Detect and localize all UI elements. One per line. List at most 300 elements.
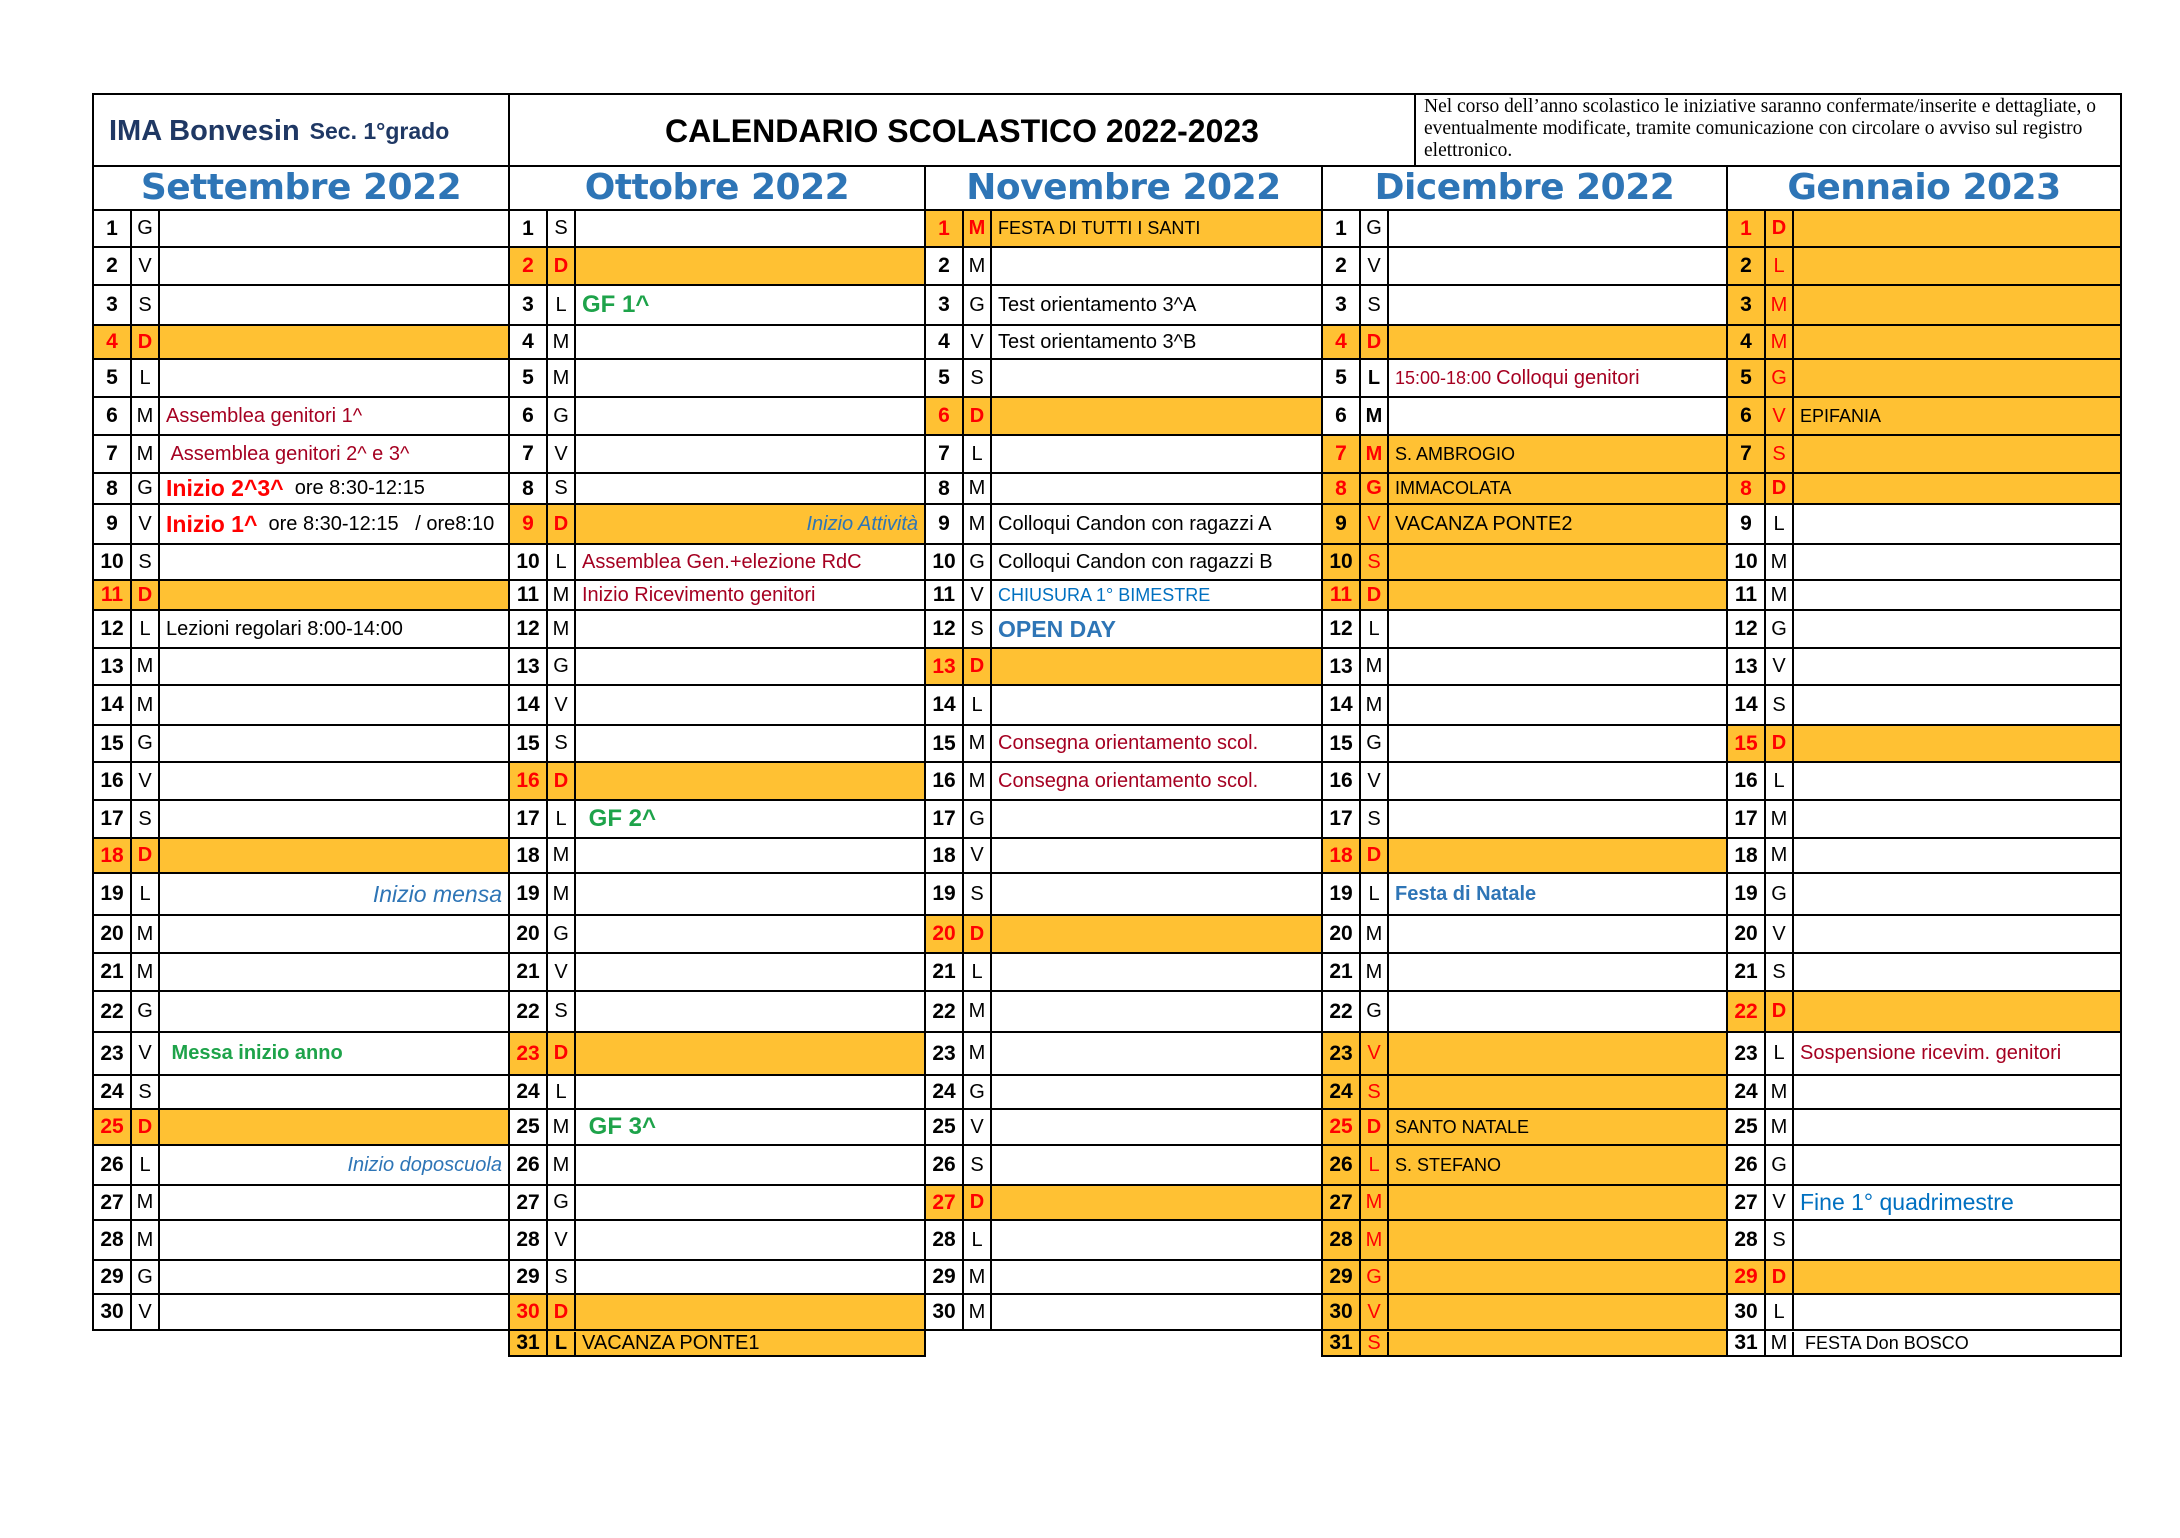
day-number: 15 [926, 726, 964, 761]
day-row [924, 1186, 1323, 1221]
day-weekday: G [1361, 1261, 1389, 1293]
day-number: 8 [510, 474, 548, 503]
day-row [924, 1110, 1323, 1146]
day-row [508, 474, 926, 505]
day-weekday: M [1361, 398, 1389, 434]
day-event [576, 916, 924, 952]
day-event [1389, 1221, 1726, 1259]
day-row [924, 763, 1323, 801]
day-number: 30 [1728, 1295, 1766, 1329]
event-text: Colloqui Candon con ragazzi B [998, 550, 1273, 573]
day-event [160, 581, 508, 609]
day-row [508, 916, 926, 954]
day-number: 14 [94, 686, 132, 724]
day-row [1726, 1331, 2122, 1357]
day-weekday: M [132, 1221, 160, 1259]
day-weekday: S [964, 360, 992, 396]
day-number: 11 [94, 581, 132, 609]
day-number: 31 [510, 1331, 548, 1355]
day-number: 19 [1323, 874, 1361, 914]
day-weekday: M [964, 474, 992, 503]
day-number: 30 [1323, 1295, 1361, 1329]
day-weekday: V [1766, 916, 1794, 952]
day-number: 19 [94, 874, 132, 914]
day-event [992, 954, 1321, 990]
day-event [576, 954, 924, 990]
day-event [160, 839, 508, 872]
day-number: 21 [1728, 954, 1766, 990]
event-text: Inizio Ricevimento genitori [582, 583, 816, 606]
day-weekday: V [548, 686, 576, 724]
day-row [92, 874, 510, 916]
day-weekday: V [1361, 248, 1389, 284]
day-row [508, 954, 926, 992]
day-row [1321, 360, 1728, 398]
day-number: 19 [926, 874, 964, 914]
day-row [92, 763, 510, 801]
day-number: 11 [1728, 581, 1766, 609]
day-number: 22 [1323, 992, 1361, 1031]
day-event [1794, 992, 2120, 1031]
day-weekday: L [1361, 874, 1389, 914]
day-row [924, 1261, 1323, 1295]
day-number: 20 [94, 916, 132, 952]
day-number: 25 [510, 1110, 548, 1144]
day-weekday: M [132, 398, 160, 434]
day-event [1794, 686, 2120, 724]
day-number: 30 [926, 1295, 964, 1329]
day-event [576, 326, 924, 358]
day-weekday: S [132, 1076, 160, 1108]
day-number: 16 [926, 763, 964, 799]
day-row [1726, 1186, 2122, 1221]
day-event [160, 1186, 508, 1219]
day-weekday: D [548, 1033, 576, 1074]
day-weekday: G [1766, 1146, 1794, 1184]
day-row [1321, 611, 1728, 649]
day-row [1726, 360, 2122, 398]
day-event [1794, 874, 2120, 914]
day-event [992, 248, 1321, 284]
event-text: Test orientamento 3^A [998, 293, 1197, 316]
day-number: 17 [1728, 801, 1766, 837]
day-row [1321, 505, 1728, 545]
day-weekday: G [964, 545, 992, 579]
day-row [508, 505, 926, 545]
day-number: 26 [926, 1146, 964, 1184]
day-number: 5 [926, 360, 964, 396]
day-weekday: M [548, 360, 576, 396]
day-event [576, 1332, 924, 1355]
day-number: 9 [1323, 505, 1361, 543]
day-weekday: V [132, 1295, 160, 1329]
day-number: 6 [926, 398, 964, 434]
day-row [924, 874, 1323, 916]
day-number: 21 [1323, 954, 1361, 990]
day-number: 22 [1728, 992, 1766, 1031]
day-number: 25 [1728, 1110, 1766, 1144]
day-event [576, 874, 924, 914]
day-event [160, 1110, 508, 1144]
day-row [1321, 726, 1728, 763]
header-note: Nel corso dell’anno scolastico le iniziative saranno confermate/inserite e dettagliate, o eventualmente modificate, tramite comunicazione con circolare o avviso sul registro elettronico. [1424, 96, 2096, 161]
day-row [1726, 763, 2122, 801]
day-number: 4 [926, 326, 964, 358]
event-text: Colloqui Candon con ragazzi A [998, 512, 1272, 535]
day-event [1389, 686, 1726, 724]
day-weekday: M [1766, 801, 1794, 837]
day-event [1794, 916, 2120, 952]
day-number: 2 [94, 248, 132, 284]
day-event [1794, 286, 2120, 324]
day-row [92, 801, 510, 839]
day-row [1321, 686, 1728, 726]
day-row [1321, 763, 1728, 801]
day-row [1321, 1261, 1728, 1295]
event-text: CHIUSURA 1° BIMESTRE [998, 584, 1211, 605]
day-event [992, 874, 1321, 914]
month-column [1321, 165, 1728, 1357]
day-event [160, 763, 508, 799]
event-text: Messa inizio anno [166, 1042, 343, 1064]
day-number: 9 [1728, 505, 1766, 543]
day-row [92, 581, 510, 611]
day-event [576, 1110, 924, 1144]
day-weekday: S [1361, 286, 1389, 324]
day-event [1389, 360, 1726, 396]
day-event [160, 1295, 508, 1329]
day-event [1389, 398, 1726, 434]
day-row [924, 326, 1323, 360]
day-row [1321, 1295, 1728, 1331]
day-row [92, 1186, 510, 1221]
day-weekday: L [548, 801, 576, 837]
day-number: 12 [1323, 611, 1361, 647]
day-row [1321, 474, 1728, 505]
day-number: 25 [94, 1110, 132, 1144]
event-text: Lezioni regolari 8:00-14:00 [166, 617, 403, 640]
day-weekday: M [132, 649, 160, 684]
day-row [1321, 1033, 1728, 1076]
day-weekday: D [1361, 839, 1389, 872]
day-number: 15 [94, 726, 132, 761]
day-event [1794, 545, 2120, 579]
day-event [1794, 1186, 2120, 1219]
day-weekday: S [1361, 801, 1389, 837]
day-number: 18 [1323, 839, 1361, 872]
day-number: 20 [510, 916, 548, 952]
day-row [1726, 248, 2122, 286]
day-number: 1 [926, 211, 964, 246]
month-column [924, 165, 1323, 1331]
day-number: 30 [510, 1295, 548, 1329]
day-row [924, 545, 1323, 581]
day-number: 2 [1728, 248, 1766, 284]
day-event [992, 581, 1321, 609]
day-event [1794, 1146, 2120, 1184]
day-event [1389, 286, 1726, 324]
day-weekday: M [1361, 649, 1389, 684]
day-event [576, 1186, 924, 1219]
day-weekday: M [132, 954, 160, 990]
day-weekday: M [1766, 1110, 1794, 1144]
day-row [924, 1221, 1323, 1261]
day-event [1794, 398, 2120, 434]
day-event [576, 611, 924, 647]
month-column [92, 165, 510, 1331]
day-event [160, 398, 508, 434]
day-weekday: D [1766, 726, 1794, 761]
day-weekday: D [548, 505, 576, 543]
day-row [924, 581, 1323, 611]
day-weekday: L [1361, 611, 1389, 647]
day-event [1794, 248, 2120, 284]
school-name [94, 95, 510, 167]
day-event [992, 726, 1321, 761]
day-event [1794, 436, 2120, 472]
day-weekday: D [548, 248, 576, 284]
day-event [576, 801, 924, 837]
day-row [1726, 211, 2122, 248]
day-number: 31 [1323, 1331, 1361, 1355]
day-weekday: D [1361, 1110, 1389, 1144]
day-row [92, 1295, 510, 1331]
day-row [508, 726, 926, 763]
day-weekday: S [132, 545, 160, 579]
day-row [92, 326, 510, 360]
day-event [1794, 1261, 2120, 1293]
day-event [160, 916, 508, 952]
day-weekday: L [132, 360, 160, 396]
event-text: IMMACOLATA [1395, 478, 1512, 498]
day-number: 23 [1323, 1033, 1361, 1074]
day-row [508, 1110, 926, 1146]
day-row [92, 1221, 510, 1261]
day-weekday: L [964, 686, 992, 724]
event-text: Colloqui genitori [1496, 366, 1640, 389]
day-number: 28 [926, 1221, 964, 1259]
day-row [508, 581, 926, 611]
day-number: 25 [926, 1110, 964, 1144]
event-text: GF 1^ [582, 291, 650, 318]
day-event [1794, 1110, 2120, 1144]
day-event [992, 474, 1321, 503]
day-weekday: S [964, 874, 992, 914]
day-row [1321, 1146, 1728, 1186]
day-row [508, 436, 926, 474]
day-weekday: G [132, 726, 160, 761]
day-event [992, 1261, 1321, 1293]
day-weekday: G [132, 992, 160, 1031]
day-number: 16 [1323, 763, 1361, 799]
day-number: 11 [510, 581, 548, 609]
day-number: 4 [1728, 326, 1766, 358]
event-text: VACANZA PONTE1 [582, 1331, 760, 1354]
day-weekday: L [1766, 763, 1794, 799]
day-weekday: G [132, 1261, 160, 1293]
day-weekday: V [132, 505, 160, 543]
day-number: 18 [1728, 839, 1766, 872]
day-weekday: S [548, 992, 576, 1031]
day-event [1794, 211, 2120, 246]
day-event [992, 916, 1321, 952]
event-text: SANTO NATALE [1395, 1116, 1530, 1137]
day-weekday: M [548, 874, 576, 914]
day-weekday: S [1361, 545, 1389, 579]
day-event [1389, 1146, 1726, 1184]
day-weekday: G [1361, 992, 1389, 1031]
day-row [508, 992, 926, 1033]
day-number: 16 [1728, 763, 1766, 799]
day-event [160, 992, 508, 1031]
day-weekday: G [548, 649, 576, 684]
day-weekday: V [964, 326, 992, 358]
day-number: 28 [94, 1221, 132, 1259]
day-event [992, 1033, 1321, 1074]
day-number: 3 [1323, 286, 1361, 324]
day-number: 20 [1323, 916, 1361, 952]
day-number: 5 [94, 360, 132, 396]
month-column [508, 165, 926, 1357]
day-number: 10 [510, 545, 548, 579]
day-event [160, 1146, 508, 1184]
day-number: 9 [94, 505, 132, 543]
day-weekday: V [548, 436, 576, 472]
day-weekday: D [548, 1295, 576, 1329]
day-row [924, 474, 1323, 505]
day-number: 3 [1728, 286, 1766, 324]
day-event [160, 954, 508, 990]
day-row [508, 874, 926, 916]
day-number: 7 [1323, 436, 1361, 472]
day-number: 7 [926, 436, 964, 472]
event-text: Inizio doposcuola [347, 1153, 502, 1176]
day-row [92, 611, 510, 649]
day-number: 12 [510, 611, 548, 647]
day-number: 4 [510, 326, 548, 358]
day-weekday: L [132, 1146, 160, 1184]
day-number: 27 [1728, 1186, 1766, 1219]
day-row [1321, 1076, 1728, 1110]
day-number: 24 [94, 1076, 132, 1108]
day-row [92, 992, 510, 1033]
day-number: 13 [510, 649, 548, 684]
day-number: 6 [510, 398, 548, 434]
day-event [160, 1221, 508, 1259]
day-number: 12 [926, 611, 964, 647]
day-event [160, 1033, 508, 1074]
day-weekday: D [1766, 211, 1794, 246]
day-event [1389, 1033, 1726, 1074]
day-number: 2 [926, 248, 964, 284]
day-event [160, 545, 508, 579]
day-weekday: M [1766, 839, 1794, 872]
day-event [576, 1221, 924, 1259]
day-weekday: M [1766, 545, 1794, 579]
day-number: 15 [1323, 726, 1361, 761]
day-weekday: D [964, 1186, 992, 1219]
day-row [924, 286, 1323, 326]
event-text: Consegna orientamento scol. [998, 769, 1259, 792]
day-event [1389, 954, 1726, 990]
day-event [1389, 726, 1726, 761]
day-event [1794, 649, 2120, 684]
day-row [924, 360, 1323, 398]
day-row [1726, 326, 2122, 360]
day-row [508, 839, 926, 874]
day-weekday: D [1766, 992, 1794, 1031]
day-weekday: V [132, 248, 160, 284]
day-weekday: L [1766, 1295, 1794, 1329]
day-row [1321, 839, 1728, 874]
day-number: 16 [94, 763, 132, 799]
day-row [1321, 211, 1728, 248]
day-row [508, 1261, 926, 1295]
day-number: 24 [926, 1076, 964, 1108]
day-weekday: S [548, 1261, 576, 1293]
day-event [1794, 839, 2120, 872]
day-weekday: G [132, 211, 160, 246]
day-event [1794, 1333, 2120, 1354]
day-number: 12 [1728, 611, 1766, 647]
day-number: 22 [926, 992, 964, 1031]
day-row [92, 474, 510, 505]
day-row [924, 839, 1323, 874]
day-event [1389, 874, 1726, 914]
day-number: 18 [94, 839, 132, 872]
day-row [1321, 248, 1728, 286]
day-event [160, 436, 508, 472]
day-number: 1 [1728, 211, 1766, 246]
day-row [1321, 1221, 1728, 1261]
day-number: 21 [94, 954, 132, 990]
day-number: 9 [510, 505, 548, 543]
day-row [92, 286, 510, 326]
day-number: 4 [94, 326, 132, 358]
day-weekday: V [132, 1033, 160, 1074]
day-event [992, 1146, 1321, 1184]
day-event [576, 545, 924, 579]
school-level: Sec. 1°grado [309, 117, 450, 144]
day-row [508, 248, 926, 286]
day-event [992, 611, 1321, 647]
day-row [924, 1295, 1323, 1331]
day-event [992, 1076, 1321, 1108]
day-row [92, 505, 510, 545]
day-event [992, 211, 1321, 246]
day-event [992, 801, 1321, 837]
day-row [924, 916, 1323, 954]
day-event [1389, 1295, 1726, 1329]
day-number: 11 [926, 581, 964, 609]
day-row [1726, 1076, 2122, 1110]
day-event [576, 1076, 924, 1108]
day-event [576, 398, 924, 434]
day-row [924, 436, 1323, 474]
day-row [1726, 726, 2122, 763]
day-row [92, 1146, 510, 1186]
day-number: 28 [1323, 1221, 1361, 1259]
day-event [576, 1033, 924, 1074]
day-event [1389, 801, 1726, 837]
day-row [508, 1221, 926, 1261]
day-weekday: M [964, 1033, 992, 1074]
day-weekday: S [548, 474, 576, 503]
day-row [1321, 286, 1728, 326]
day-number: 13 [94, 649, 132, 684]
event-text: VACANZA PONTE2 [1395, 512, 1573, 535]
day-number: 27 [926, 1186, 964, 1219]
